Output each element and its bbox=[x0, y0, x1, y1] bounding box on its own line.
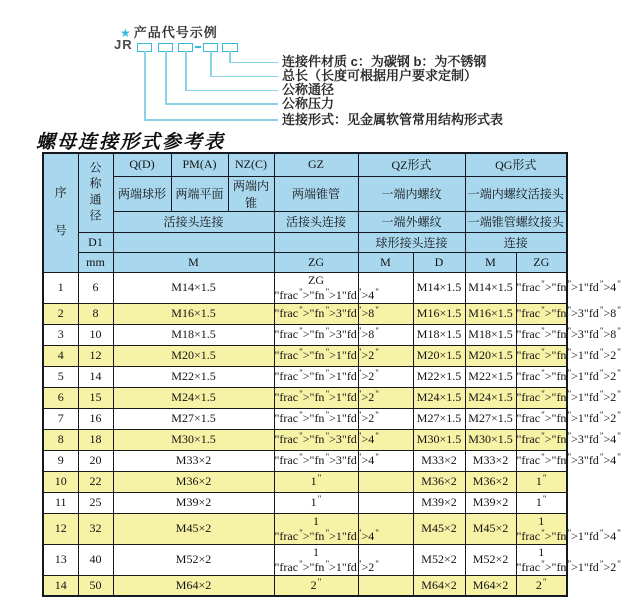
cell-qg-m: M24×1.5 bbox=[465, 387, 516, 408]
cell-m: M33×2 bbox=[113, 450, 274, 471]
diagram-label-connection: 连接形式：见金属软管常用结构形式表 bbox=[282, 111, 504, 127]
cell-seq: 9 bbox=[43, 450, 78, 471]
table-title: 螺母连接形式参考表 bbox=[36, 132, 226, 153]
cell-qg-zg: 1" bbox=[516, 492, 567, 513]
cell-qz-d: M22×1.5 bbox=[413, 366, 465, 387]
diagram-label-pressure: 公称压力 bbox=[282, 95, 335, 111]
header-empty-gz bbox=[274, 232, 358, 252]
cell-m: M30×1.5 bbox=[113, 429, 274, 450]
cell-qg-m: M52×2 bbox=[465, 544, 516, 575]
table-body bbox=[43, 272, 621, 596]
cell-qg-m: M27×1.5 bbox=[465, 408, 516, 429]
diagram-label-material: 连接件材质 c：为碳钢 b：为不锈钢 bbox=[282, 54, 487, 69]
table-row bbox=[43, 471, 567, 492]
cell-qz-d: M18×1.5 bbox=[413, 324, 465, 345]
cell-seq: 1 bbox=[43, 272, 78, 303]
cell-qz-m bbox=[358, 492, 413, 513]
cell-qg-zg: "frac">"fn">1"fd">2" bbox=[516, 345, 567, 366]
leader-vline-2 bbox=[165, 51, 167, 104]
col-header-gz: GZ bbox=[274, 153, 358, 176]
cell-qg-m: M30×1.5 bbox=[465, 429, 516, 450]
cell-m: M36×2 bbox=[113, 471, 274, 492]
cell-m: M16×1.5 bbox=[113, 303, 274, 324]
col-header-nz: NZ(C) bbox=[228, 153, 274, 176]
cell-dn: 25 bbox=[78, 492, 113, 513]
cell-qg-zg: 2" bbox=[516, 575, 567, 596]
unit-qz-d: D bbox=[413, 252, 465, 272]
desc-q: 两端球形 bbox=[113, 176, 171, 211]
cell-qz-d: M24×1.5 bbox=[413, 387, 465, 408]
cell-dn: 32 bbox=[78, 513, 113, 544]
col-header-qz: QZ形式 bbox=[358, 153, 465, 176]
cell-seq: 14 bbox=[43, 575, 78, 596]
cell-gz: "frac">"fn">1"fd" " bbox=[274, 345, 358, 366]
cell-m: M39×2 bbox=[113, 492, 274, 513]
cell-gz: 1" bbox=[274, 471, 358, 492]
cell-seq: 7 bbox=[43, 408, 78, 429]
cell-qz-d: M52×2 bbox=[413, 544, 465, 575]
cell-qg-zg: "frac">"fn">1"fd">4" bbox=[516, 272, 567, 303]
cell-qz-d: M20×1.5 bbox=[413, 345, 465, 366]
leader-hline-4 bbox=[165, 103, 278, 105]
cell-seq: 12 bbox=[43, 513, 78, 544]
cell-gz: "frac">"fn">1"fd" " bbox=[274, 366, 358, 387]
cell-seq: 6 bbox=[43, 387, 78, 408]
cell-qz-d: M64×2 bbox=[413, 575, 465, 596]
col-header-q: Q(D) bbox=[113, 153, 171, 176]
cell-qg-m: M18×1.5 bbox=[465, 324, 516, 345]
cell-qg-zg: "frac">"fn">1"fd">2" bbox=[516, 387, 567, 408]
cell-qz-d: M14×1.5 bbox=[413, 272, 465, 303]
gz-union-connection: 活接头连接 bbox=[274, 211, 358, 232]
table-row bbox=[43, 345, 567, 366]
cell-gz: 2" bbox=[274, 575, 358, 596]
leader-hline-1 bbox=[229, 62, 278, 64]
desc-nz: 两端内锥 bbox=[228, 176, 274, 211]
cell-seq: 13 bbox=[43, 544, 78, 575]
cell-m: M64×2 bbox=[113, 575, 274, 596]
cell-qz-d: M45×2 bbox=[413, 513, 465, 544]
leader-vline-4 bbox=[210, 51, 212, 77]
table-row bbox=[43, 366, 567, 387]
cell-dn: 10 bbox=[78, 324, 113, 345]
cell-dn: 8 bbox=[78, 303, 113, 324]
table-row bbox=[43, 492, 567, 513]
code-prefix: JR bbox=[114, 37, 133, 52]
cell-seq: 3 bbox=[43, 324, 78, 345]
cell-gz: 1" bbox=[274, 492, 358, 513]
cell-qz-d: M16×1.5 bbox=[413, 303, 465, 324]
cell-qz-d: M39×2 bbox=[413, 492, 465, 513]
cell-dn: 40 bbox=[78, 544, 113, 575]
cell-gz: 1 "frac">"fn">1"fd" " bbox=[274, 544, 379, 574]
cell-qg-m: M20×1.5 bbox=[465, 345, 516, 366]
desc-qz-3: 球形接头连接 bbox=[358, 232, 465, 252]
col-header-pm: PM(A) bbox=[171, 153, 228, 176]
table-row bbox=[43, 387, 567, 408]
cell-qg-m: M33×2 bbox=[465, 450, 516, 471]
cell-gz: "frac">"fn">3"fd" " bbox=[274, 324, 358, 345]
cell-dn: 12 bbox=[78, 345, 113, 366]
cell-gz: "frac">"fn">3"fd" " bbox=[274, 429, 358, 450]
cell-seq: 8 bbox=[43, 429, 78, 450]
cell-qg-zg: "frac">"fn">3"fd">8" bbox=[516, 324, 567, 345]
cell-qz-d: M36×2 bbox=[413, 471, 465, 492]
cell-qg-zg: 1" bbox=[516, 471, 567, 492]
cell-dn: 6 bbox=[78, 272, 113, 303]
cell-seq: 4 bbox=[43, 345, 78, 366]
cell-gz: 1 "frac">"fn">1"fd" " bbox=[274, 513, 379, 543]
cell-m: M20×1.5 bbox=[113, 345, 274, 366]
unit-gz: ZG bbox=[274, 252, 358, 272]
header-d1: D1 bbox=[78, 232, 113, 252]
star-icon: ★ bbox=[120, 26, 132, 40]
cell-dn: 14 bbox=[78, 366, 113, 387]
table-row bbox=[43, 324, 567, 345]
cell-m: M24×1.5 bbox=[113, 387, 274, 408]
col-header-seq: 序号 bbox=[43, 153, 78, 272]
leader-hline-5 bbox=[144, 119, 278, 121]
unit-mm: mm bbox=[78, 252, 113, 272]
cell-seq: 5 bbox=[43, 366, 78, 387]
unit-m-span: M bbox=[113, 252, 274, 272]
col-header-dn: 公称通径 bbox=[78, 153, 113, 232]
cell-qg-zg: 1 "frac">"fn">1"fd">2" bbox=[516, 544, 621, 574]
header-empty-span bbox=[113, 232, 274, 252]
cell-seq: 11 bbox=[43, 492, 78, 513]
unit-qg-zg: ZG bbox=[516, 252, 567, 272]
leader-vline-3 bbox=[185, 51, 187, 91]
cell-qg-m: M14×1.5 bbox=[465, 272, 516, 303]
cell-m: M27×1.5 bbox=[113, 408, 274, 429]
cell-m: M52×2 bbox=[113, 544, 274, 575]
cell-qz-d: M33×2 bbox=[413, 450, 465, 471]
leader-vline-1 bbox=[144, 51, 146, 120]
table-row bbox=[43, 303, 567, 324]
table-row bbox=[43, 408, 567, 429]
cell-qg-zg: "frac">"fn">3"fd">4" bbox=[516, 450, 567, 471]
desc-pm: 两端平面 bbox=[171, 176, 228, 211]
cell-seq: 2 bbox=[43, 303, 78, 324]
unit-qz-m: M bbox=[358, 252, 413, 272]
cell-m: M18×1.5 bbox=[113, 324, 274, 345]
desc-qz-2: 一端外螺纹 bbox=[358, 211, 465, 232]
cell-m: M45×2 bbox=[113, 513, 274, 544]
cell-dn: 22 bbox=[78, 471, 113, 492]
cell-qg-m: M45×2 bbox=[465, 513, 516, 544]
cell-qg-zg: "frac">"fn">3"fd">4" bbox=[516, 429, 567, 450]
table-row bbox=[43, 429, 567, 450]
cell-qz-d: M30×1.5 bbox=[413, 429, 465, 450]
desc-qz-1: 一端内螺纹 bbox=[358, 176, 465, 211]
table-row bbox=[43, 450, 567, 471]
cell-qg-m: M22×1.5 bbox=[465, 366, 516, 387]
cell-gz: "frac">"fn">1"fd" " bbox=[274, 408, 358, 429]
cell-gz: "frac">"fn">1"fd" " bbox=[274, 387, 358, 408]
cell-dn: 18 bbox=[78, 429, 113, 450]
table-row bbox=[43, 272, 567, 303]
cell-qg-zg: "frac">"fn">3"fd">8" bbox=[516, 303, 567, 324]
cell-gz: "frac">"fn">3"fd" " bbox=[274, 450, 358, 471]
cell-dn: 16 bbox=[78, 408, 113, 429]
diagram-title bbox=[120, 22, 218, 41]
table-row bbox=[43, 513, 567, 544]
cell-gz: "frac">"fn">3"fd" " bbox=[274, 303, 358, 324]
cell-qz-m bbox=[358, 575, 413, 596]
cell-qz-m bbox=[358, 471, 413, 492]
cell-dn: 50 bbox=[78, 575, 113, 596]
leader-hline-2 bbox=[210, 76, 278, 78]
col-header-qg: QG形式 bbox=[465, 153, 567, 176]
cell-dn: 15 bbox=[78, 387, 113, 408]
cell-qg-zg: "frac">"fn">1"fd">2" bbox=[516, 408, 567, 429]
table-header bbox=[43, 153, 567, 272]
diagram-title-text: 产品代号示例 bbox=[133, 25, 218, 40]
desc-qg-1: 一端内螺纹活接头 bbox=[465, 176, 567, 211]
cell-qg-m: M16×1.5 bbox=[465, 303, 516, 324]
cell-qg-m: M64×2 bbox=[465, 575, 516, 596]
diagram-label-diameter: 公称通径 bbox=[282, 82, 335, 97]
cell-qg-zg: 1 "frac">"fn">1"fd">4" bbox=[516, 513, 621, 543]
diagram-label-length: 总长（长度可根据用户要求定制） bbox=[282, 68, 478, 83]
union-connection-span: 活接头连接 bbox=[113, 211, 274, 232]
cell-qz-d: M27×1.5 bbox=[413, 408, 465, 429]
code-dash bbox=[195, 46, 201, 48]
cell-dn: 20 bbox=[78, 450, 113, 471]
reference-table bbox=[42, 152, 621, 597]
cell-gz: ZG "frac">"fn">1"fd" " bbox=[274, 272, 379, 302]
leader-hline-3 bbox=[185, 90, 278, 92]
desc-qg-3: 连接 bbox=[465, 232, 567, 252]
unit-qg-m: M bbox=[465, 252, 516, 272]
cell-m: M22×1.5 bbox=[113, 366, 274, 387]
cell-qg-m: M36×2 bbox=[465, 471, 516, 492]
table-row bbox=[43, 575, 567, 596]
cell-qg-zg: "frac">"fn">1"fd">2" bbox=[516, 366, 567, 387]
desc-qg-2: 一端锥管螺纹接头 bbox=[465, 211, 567, 232]
table-row bbox=[43, 544, 567, 575]
cell-qg-m: M39×2 bbox=[465, 492, 516, 513]
cell-seq: 10 bbox=[43, 471, 78, 492]
cell-m: M14×1.5 bbox=[113, 272, 274, 303]
desc-gz: 两端锥管 bbox=[274, 176, 358, 211]
